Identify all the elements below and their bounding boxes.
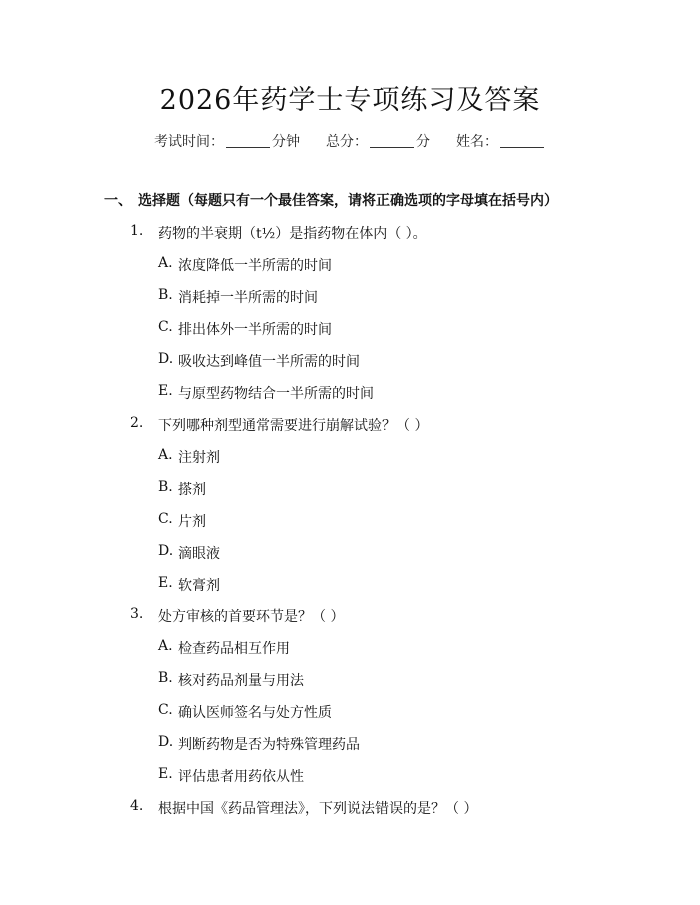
option-letter: A. [158,447,173,463]
exam-time-unit: 分钟 [272,134,300,150]
option-text: 注射剂 [178,450,220,466]
option-letter: D. [158,351,174,367]
option-text: 确认医师签名与处方性质 [178,705,332,721]
question-2-option-c [158,511,206,531]
option-text: 软膏剂 [178,578,220,594]
question-number: 3. [130,606,144,622]
question-text: 药物的半衰期（t½）是指药物在体内（ ）。 [158,226,427,242]
question-3-option-b [158,670,304,690]
option-text: 浓度降低一半所需的时间 [178,258,332,274]
question-1-option-b [158,287,318,307]
option-letter: C. [158,319,173,335]
option-text: 检查药品相互作用 [178,641,290,657]
total-score-blank[interactable] [370,133,414,148]
question-3-option-d [158,734,360,754]
question-number: 4. [130,798,144,814]
total-score-label: 总分： [326,134,368,150]
exam-time-field [154,131,300,151]
option-letter: C. [158,702,173,718]
question-2 [130,415,428,435]
option-text: 核对药品剂量与用法 [178,673,304,689]
option-letter: E. [158,766,173,782]
section-heading [104,190,558,210]
exam-time-label: 考试时间： [154,134,224,150]
option-text: 搽剂 [178,482,206,498]
question-1-option-d [158,351,360,371]
option-text: 与原型药物结合一半所需的时间 [178,386,374,402]
option-letter: A. [158,255,173,271]
total-score-field [326,131,430,151]
option-letter: E. [158,575,173,591]
question-3-option-a [158,638,290,658]
question-4 [130,798,477,818]
total-score-unit: 分 [416,134,430,150]
student-name-field [456,131,546,151]
page-title: 2026年药学士专项练习及答案 [159,85,541,116]
question-text: 根据中国《药品管理法》，下列说法错误的是？（ ） [158,801,478,817]
question-number: 1. [130,223,144,239]
option-letter: D. [158,543,174,559]
question-3-option-e [158,766,304,786]
question-1-option-c [158,319,332,339]
exam-time-blank[interactable] [226,133,270,148]
student-name-label: 姓名： [456,134,498,150]
section-title: 选择题（每题只有一个最佳答案，请将正确选项的字母填在括号内） [138,193,558,209]
option-text: 评估患者用药依从性 [178,769,304,785]
option-letter: E. [158,383,173,399]
option-text: 片剂 [178,514,206,530]
option-letter: C. [158,511,173,527]
option-letter: D. [158,734,174,750]
option-text: 吸收达到峰值一半所需的时间 [178,354,360,370]
option-letter: B. [158,479,173,495]
question-2-option-d [158,543,220,563]
question-3-option-c [158,702,332,722]
question-text: 处方审核的首要环节是？（ ） [158,609,345,625]
question-text: 下列哪种剂型通常需要进行崩解试验？（ ） [158,418,429,434]
question-1 [130,223,427,243]
question-2-option-b [158,479,206,499]
question-1-option-a [158,255,332,275]
exam-info [0,131,700,151]
section-number: 一、 [104,193,132,209]
option-text: 排出体外一半所需的时间 [178,322,332,338]
option-text: 消耗掉一半所需的时间 [178,290,318,306]
student-name-blank[interactable] [500,133,544,148]
option-text: 判断药物是否为特殊管理药品 [178,737,360,753]
option-letter: B. [158,670,173,686]
question-1-option-e [158,383,374,403]
question-number: 2. [130,415,144,431]
option-letter: B. [158,287,173,303]
question-2-option-a [158,447,220,467]
option-text: 滴眼液 [178,546,220,562]
option-letter: A. [158,638,173,654]
question-3 [130,606,344,626]
question-2-option-e [158,575,220,595]
